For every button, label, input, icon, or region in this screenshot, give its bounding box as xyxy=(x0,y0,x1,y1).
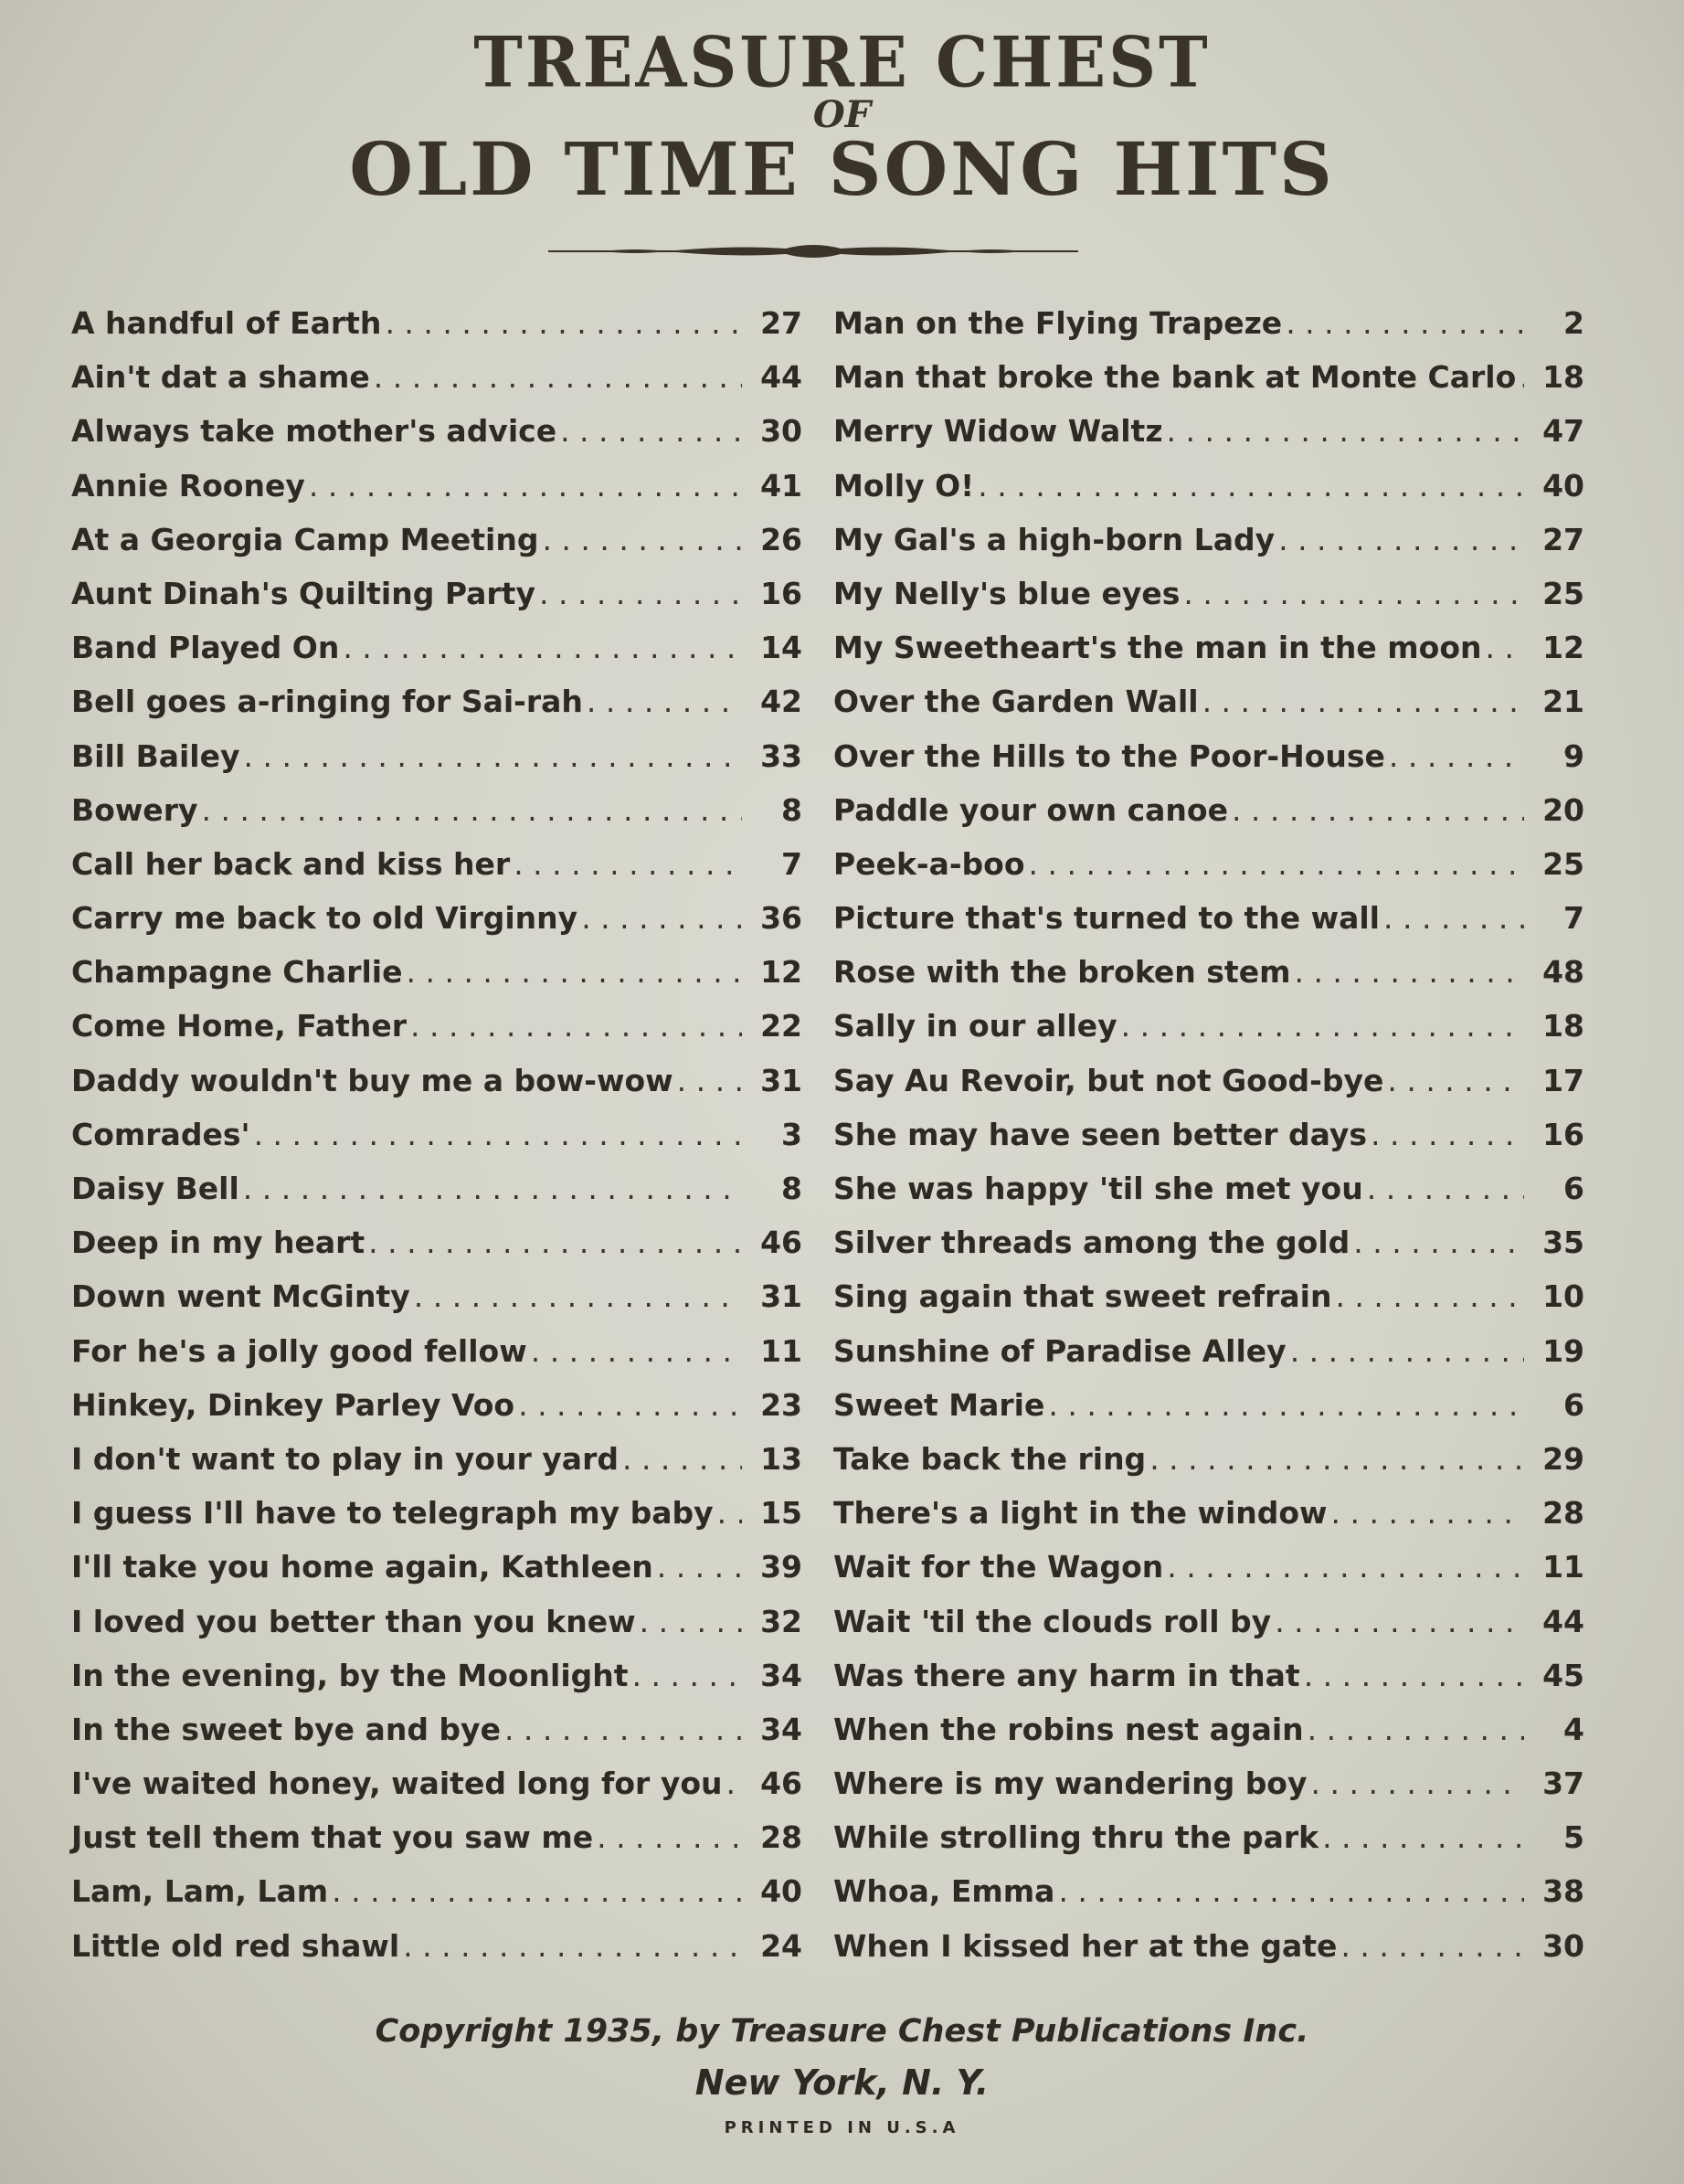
printed-in-notice: PRINTED IN U.S.A xyxy=(724,2118,960,2137)
song-page-number: 23 xyxy=(760,1386,802,1423)
song-entry xyxy=(833,522,1584,576)
song-page-number: 22 xyxy=(760,1008,802,1044)
song-title: Down went McGinty xyxy=(71,1278,410,1315)
song-title: Daisy Bell xyxy=(71,1171,239,1206)
song-title: Ain't dat a shame xyxy=(71,359,370,396)
song-entry xyxy=(71,1008,802,1062)
song-title: I don't want to play in your yard xyxy=(71,1440,619,1477)
song-page-number: 18 xyxy=(1542,359,1584,396)
dot-leader xyxy=(243,1171,742,1206)
dot-leader xyxy=(201,792,742,828)
song-entry xyxy=(833,359,1584,413)
song-page-number: 44 xyxy=(760,359,802,396)
song-entry xyxy=(833,792,1584,846)
song-title: My Gal's a high-born Lady xyxy=(833,521,1276,557)
song-page-number: 16 xyxy=(1542,1116,1584,1152)
song-title: In the evening, by the Moonlight xyxy=(71,1657,629,1693)
dot-leader xyxy=(1202,684,1524,719)
song-title: Carry me back to old Virginny xyxy=(71,900,578,937)
dot-leader xyxy=(518,1387,742,1423)
dot-leader xyxy=(1029,846,1524,882)
page-title-of: OF xyxy=(812,93,872,136)
song-entry xyxy=(833,684,1584,737)
dot-leader xyxy=(514,846,742,882)
song-entry xyxy=(833,1225,1584,1278)
dot-leader xyxy=(1167,413,1524,449)
dot-leader xyxy=(368,1225,742,1260)
song-entry xyxy=(833,1765,1584,1819)
song-page-number: 32 xyxy=(760,1603,802,1639)
song-page-number: 28 xyxy=(1542,1495,1584,1532)
song-entry xyxy=(71,1225,802,1278)
dot-leader xyxy=(332,1873,742,1909)
song-entry xyxy=(71,359,802,413)
dot-leader xyxy=(1331,1495,1524,1531)
dot-leader xyxy=(407,954,742,990)
song-entry xyxy=(833,413,1584,467)
page-title-line-1: TREASURE CHEST xyxy=(473,20,1211,103)
song-page-number: 27 xyxy=(1542,521,1584,557)
song-title: Molly O! xyxy=(833,467,975,504)
dot-leader xyxy=(622,1441,742,1477)
song-title: Picture that's turned to the wall xyxy=(833,900,1380,937)
song-title: I loved you better than you knew xyxy=(71,1603,636,1639)
page-title-line-2: OLD TIME SONG HITS xyxy=(349,126,1335,212)
song-page-number: 13 xyxy=(760,1440,802,1477)
song-entry xyxy=(833,1278,1584,1332)
song-page-number: 47 xyxy=(1542,413,1584,450)
song-title: When the robins nest again xyxy=(833,1711,1304,1747)
song-page-number: 20 xyxy=(1542,791,1584,828)
song-title: Paddle your own canoe xyxy=(833,791,1228,828)
song-page-number: 24 xyxy=(760,1927,802,1964)
song-entry xyxy=(833,1117,1584,1171)
dot-leader xyxy=(1371,1117,1524,1152)
song-entry xyxy=(71,305,802,359)
song-entry xyxy=(833,1171,1584,1225)
song-entry xyxy=(833,1873,1584,1927)
song-entry xyxy=(833,1387,1584,1441)
song-page-number: 40 xyxy=(760,1873,802,1910)
song-entry xyxy=(71,1333,802,1387)
song-page-number: 21 xyxy=(1542,684,1584,720)
song-entry xyxy=(71,900,802,954)
song-entry xyxy=(71,1063,802,1117)
dot-leader xyxy=(1294,954,1524,990)
song-title: Over the Garden Wall xyxy=(833,684,1199,720)
song-entry xyxy=(833,1333,1584,1387)
song-title: Say Au Revoir, but not Good-bye xyxy=(833,1062,1384,1098)
dot-leader xyxy=(587,684,742,719)
song-title: I'll take you home again, Kathleen xyxy=(71,1549,653,1585)
dot-leader xyxy=(539,576,742,611)
song-entry xyxy=(71,522,802,576)
song-title: Always take mother's advice xyxy=(71,413,557,450)
song-entry xyxy=(833,1712,1584,1765)
song-title: Sunshine of Paradise Alley xyxy=(833,1332,1287,1369)
song-entry xyxy=(71,630,802,684)
song-entry xyxy=(833,1928,1584,1982)
song-title: Man on the Flying Trapeze xyxy=(833,305,1283,341)
song-page-number: 25 xyxy=(1542,845,1584,882)
dot-leader xyxy=(1121,1008,1524,1044)
dot-leader xyxy=(677,1063,742,1098)
song-page-number: 19 xyxy=(1542,1332,1584,1369)
song-title: Little old red shawl xyxy=(71,1927,400,1964)
dot-leader xyxy=(374,359,742,395)
dot-leader xyxy=(1387,1063,1524,1098)
song-entry xyxy=(833,1495,1584,1549)
song-title: Wait 'til the clouds roll by xyxy=(833,1603,1272,1639)
right-song-column xyxy=(833,305,1584,1982)
song-page-number: 45 xyxy=(1542,1657,1584,1693)
song-page-number: 11 xyxy=(1542,1549,1584,1585)
song-title: Bill Bailey xyxy=(71,737,240,774)
song-entry xyxy=(833,846,1584,900)
song-page-number: 16 xyxy=(760,575,802,611)
song-title: Come Home, Father xyxy=(71,1008,408,1044)
dot-leader xyxy=(504,1712,742,1747)
dot-leader xyxy=(1520,359,1524,395)
song-page-number: 4 xyxy=(1563,1711,1584,1747)
publisher-city: New York, N. Y. xyxy=(694,2062,990,2103)
song-title: Daddy wouldn't buy me a bow-wow xyxy=(71,1062,673,1098)
song-entry xyxy=(833,1441,1584,1495)
song-entry xyxy=(71,1549,802,1603)
song-entry xyxy=(71,954,802,1008)
ornament-divider-icon xyxy=(548,239,1078,263)
song-title: A handful of Earth xyxy=(71,305,382,341)
dot-leader xyxy=(1308,1712,1524,1747)
song-page-number: 5 xyxy=(1563,1819,1584,1856)
song-title: Where is my wandering boy xyxy=(833,1765,1308,1802)
song-page-number: 26 xyxy=(760,521,802,557)
dot-leader xyxy=(254,1117,742,1152)
song-entry xyxy=(833,1008,1584,1062)
song-title: In the sweet bye and bye xyxy=(71,1711,501,1747)
song-page-number: 31 xyxy=(760,1062,802,1098)
song-entry xyxy=(833,1658,1584,1712)
song-entry xyxy=(71,1604,802,1658)
dot-leader xyxy=(1367,1171,1524,1206)
dot-leader xyxy=(632,1658,742,1693)
song-title: Sweet Marie xyxy=(833,1386,1045,1423)
song-page-number: 34 xyxy=(760,1657,802,1693)
song-page-number: 48 xyxy=(1542,954,1584,991)
song-title: Annie Rooney xyxy=(71,467,305,504)
dot-leader xyxy=(343,630,742,665)
song-title: Comrades' xyxy=(71,1116,250,1152)
song-page-number: 8 xyxy=(781,791,802,828)
dot-leader xyxy=(410,1008,742,1044)
song-entry xyxy=(833,738,1584,792)
song-title: Whoa, Emma xyxy=(833,1873,1055,1910)
song-page-number: 11 xyxy=(760,1332,802,1369)
song-entry xyxy=(833,954,1584,1008)
song-page-number: 33 xyxy=(760,737,802,774)
song-title: Champagne Charlie xyxy=(71,954,403,991)
song-title: Rose with the broken stem xyxy=(833,954,1291,991)
song-title: Silver threads among the gold xyxy=(833,1225,1350,1261)
song-entry xyxy=(71,1117,802,1171)
dot-leader xyxy=(542,522,742,557)
dot-leader xyxy=(414,1278,742,1314)
song-page-number: 25 xyxy=(1542,575,1584,611)
song-page-number: 44 xyxy=(1542,1603,1584,1639)
dot-leader xyxy=(726,1765,743,1801)
song-title: When I kissed her at the gate xyxy=(833,1927,1338,1964)
song-title: There's a light in the window xyxy=(833,1495,1328,1532)
dot-leader xyxy=(1340,1928,1524,1964)
dot-leader xyxy=(244,738,742,774)
song-title: Sally in our alley xyxy=(833,1008,1117,1044)
song-entry xyxy=(71,576,802,630)
dot-leader xyxy=(1275,1604,1524,1639)
song-title: For he's a jolly good fellow xyxy=(71,1332,527,1369)
song-page-number: 46 xyxy=(760,1225,802,1261)
song-page-number: 7 xyxy=(1563,900,1584,937)
song-title: I've waited honey, waited long for you xyxy=(71,1765,723,1802)
song-title: Band Played On xyxy=(71,630,340,666)
song-title: Was there any harm in that xyxy=(833,1657,1300,1693)
song-page-number: 42 xyxy=(760,684,802,720)
song-page-number: 27 xyxy=(760,305,802,341)
dot-leader xyxy=(1304,1658,1524,1693)
song-page-number: 2 xyxy=(1563,305,1584,341)
dot-leader xyxy=(978,468,1524,504)
song-entry xyxy=(833,1063,1584,1117)
song-entry xyxy=(71,1441,802,1495)
song-entry xyxy=(71,1658,802,1712)
dot-leader xyxy=(1286,305,1524,341)
song-title: Deep in my heart xyxy=(71,1225,365,1261)
song-title: I guess I'll have to telegraph my baby xyxy=(71,1495,714,1532)
dot-leader xyxy=(1167,1549,1524,1585)
song-page-number: 37 xyxy=(1542,1765,1584,1802)
dot-leader xyxy=(1389,738,1524,774)
song-entry xyxy=(833,1549,1584,1603)
song-page-number: 35 xyxy=(1542,1225,1584,1261)
song-page-number: 38 xyxy=(1542,1873,1584,1910)
song-entry xyxy=(71,738,802,792)
dot-leader xyxy=(1278,522,1524,557)
song-title: My Nelly's blue eyes xyxy=(833,575,1181,611)
song-page-number: 6 xyxy=(1563,1171,1584,1206)
song-title: My Sweetheart's the man in the moon xyxy=(833,630,1482,666)
dot-leader xyxy=(1485,630,1524,665)
left-song-column xyxy=(71,305,802,1982)
song-title: Peek-a-boo xyxy=(833,845,1025,882)
copyright-notice: Copyright 1935, by Treasure Chest Publications Inc. xyxy=(375,2013,1309,2050)
song-title: While strolling thru the park xyxy=(833,1819,1319,1856)
song-entry xyxy=(833,1604,1584,1658)
song-title: She was happy 'til she met you xyxy=(833,1171,1363,1206)
song-entry xyxy=(71,1387,802,1441)
song-page-number: 18 xyxy=(1542,1008,1584,1044)
song-entry xyxy=(71,1765,802,1819)
song-page-number: 39 xyxy=(760,1549,802,1585)
song-entry xyxy=(833,576,1584,630)
song-page-number: 34 xyxy=(760,1711,802,1747)
song-page-number: 7 xyxy=(781,845,802,882)
dot-leader xyxy=(1058,1873,1524,1909)
song-entry xyxy=(71,1171,802,1225)
song-page-number: 41 xyxy=(760,467,802,504)
dot-leader xyxy=(309,468,742,504)
song-title: Call her back and kiss her xyxy=(71,845,511,882)
song-entry xyxy=(71,1873,802,1927)
song-entry xyxy=(833,305,1584,359)
dot-leader xyxy=(1232,792,1524,828)
song-page-number: 9 xyxy=(1563,737,1584,774)
song-page-number: 40 xyxy=(1542,467,1584,504)
song-entry xyxy=(71,792,802,846)
song-page-number: 10 xyxy=(1542,1278,1584,1315)
dot-leader xyxy=(717,1495,742,1531)
song-title: She may have seen better days xyxy=(833,1116,1368,1152)
song-page-number: 12 xyxy=(760,954,802,991)
song-page-number: 31 xyxy=(760,1278,802,1315)
song-entry xyxy=(833,1819,1584,1873)
song-page-number: 28 xyxy=(760,1819,802,1856)
song-title: Over the Hills to the Poor-House xyxy=(833,737,1385,774)
song-page-number: 6 xyxy=(1563,1386,1584,1423)
song-entry xyxy=(71,1712,802,1765)
song-page-number: 17 xyxy=(1542,1062,1584,1098)
song-title: At a Georgia Camp Meeting xyxy=(71,521,539,557)
dot-leader xyxy=(657,1549,742,1585)
song-entry xyxy=(71,413,802,467)
song-page-number: 12 xyxy=(1542,630,1584,666)
song-entry xyxy=(71,684,802,737)
dot-leader xyxy=(560,413,742,449)
song-entry xyxy=(71,1495,802,1549)
song-entry xyxy=(833,630,1584,684)
song-title: Merry Widow Waltz xyxy=(833,413,1163,450)
song-page-number: 14 xyxy=(760,630,802,666)
dot-leader xyxy=(597,1819,742,1855)
song-page-number: 15 xyxy=(760,1495,802,1532)
dot-leader xyxy=(1353,1225,1524,1260)
dot-leader xyxy=(1048,1387,1524,1423)
song-title: Just tell them that you saw me xyxy=(71,1819,594,1856)
song-title: Bowery xyxy=(71,791,198,828)
song-title: Take back the ring xyxy=(833,1440,1147,1477)
dot-leader xyxy=(1183,576,1524,611)
song-entry xyxy=(833,900,1584,954)
dot-leader xyxy=(385,305,742,341)
song-page-number: 8 xyxy=(781,1171,802,1206)
dot-leader xyxy=(1383,900,1524,936)
dot-leader xyxy=(403,1928,742,1964)
song-title: Lam, Lam, Lam xyxy=(71,1873,329,1910)
dot-leader xyxy=(640,1604,742,1639)
dot-leader xyxy=(1335,1278,1524,1314)
song-page-number: 30 xyxy=(760,413,802,450)
song-page-number: 3 xyxy=(781,1116,802,1152)
song-title: Wait for the Wagon xyxy=(833,1549,1164,1585)
song-title: Bell goes a-ringing for Sai-rah xyxy=(71,684,583,720)
song-entry xyxy=(71,846,802,900)
dot-leader xyxy=(581,900,742,936)
dot-leader xyxy=(1149,1441,1524,1477)
dot-leader xyxy=(531,1333,742,1369)
dot-leader xyxy=(1322,1819,1524,1855)
song-page-number: 46 xyxy=(760,1765,802,1802)
song-entry xyxy=(71,468,802,522)
song-entry xyxy=(71,1278,802,1332)
song-title: Aunt Dinah's Quilting Party xyxy=(71,575,535,611)
dot-leader xyxy=(1311,1765,1525,1801)
song-entry xyxy=(71,1819,802,1873)
song-page-number: 36 xyxy=(760,900,802,937)
title-block xyxy=(0,20,1684,212)
song-page-number: 30 xyxy=(1542,1927,1584,1964)
song-entry xyxy=(71,1928,802,1982)
song-page-number: 29 xyxy=(1542,1440,1584,1477)
song-title: Hinkey, Dinkey Parley Voo xyxy=(71,1386,515,1423)
song-entry xyxy=(833,468,1584,522)
song-title: Man that broke the bank at Monte Carlo xyxy=(833,359,1517,396)
dot-leader xyxy=(1290,1333,1524,1369)
song-title: Sing again that sweet refrain xyxy=(833,1278,1332,1315)
